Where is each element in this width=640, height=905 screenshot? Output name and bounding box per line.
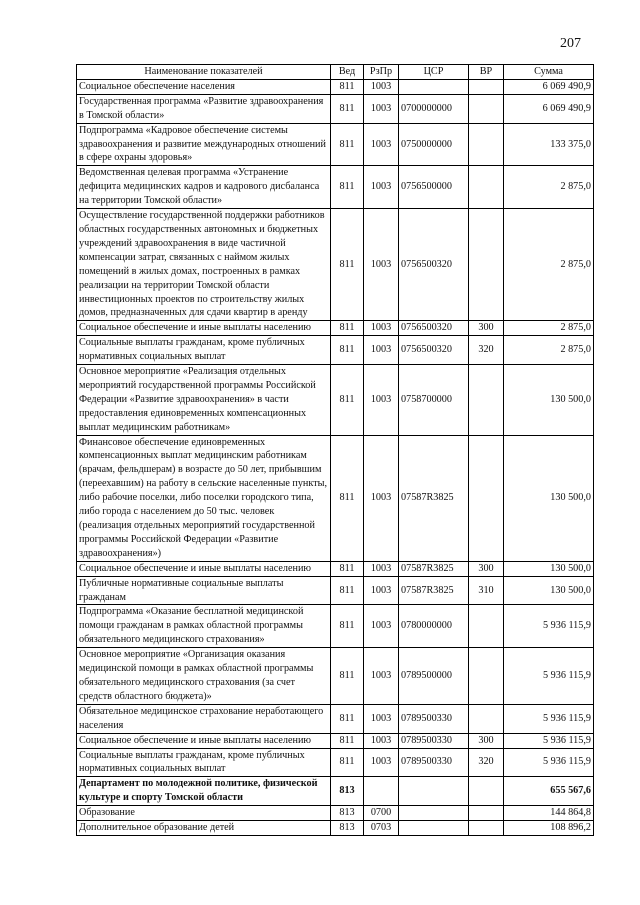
cell-csr: 07587R3825: [399, 561, 469, 576]
table-row: [77, 733, 594, 748]
cell-rzpr: 1003: [364, 704, 399, 733]
cell-ved: 811: [331, 576, 364, 605]
budget-table: [76, 64, 594, 836]
header-ved: Вед: [331, 65, 364, 80]
table-row: [77, 94, 594, 123]
cell-ved: 811: [331, 209, 364, 321]
cell-csr: [399, 79, 469, 94]
header-csr: ЦСР: [399, 65, 469, 80]
table-row: [77, 321, 594, 336]
cell-ved: 813: [331, 777, 364, 806]
cell-csr: 0756500320: [399, 321, 469, 336]
cell-rzpr: 1003: [364, 648, 399, 705]
table-row: [77, 748, 594, 777]
cell-rzpr: 1003: [364, 166, 399, 209]
cell-ved: 811: [331, 648, 364, 705]
cell-vr: [469, 435, 504, 561]
cell-vr: [469, 806, 504, 821]
table-row: [77, 166, 594, 209]
table-row: [77, 435, 594, 561]
cell-name: Основное мероприятие «Организация оказания медицинской помощи в рамках областной программы обязательного медицинского страхования (за счет средств областного бюджета)»: [77, 648, 331, 705]
cell-rzpr: 1003: [364, 605, 399, 648]
table-row: [77, 209, 594, 321]
cell-rzpr: 1003: [364, 336, 399, 365]
header-vr: ВР: [469, 65, 504, 80]
cell-name: Социальное обеспечение и иные выплаты населению: [77, 733, 331, 748]
cell-ved: 813: [331, 806, 364, 821]
table-row: [77, 576, 594, 605]
cell-csr: 0750000000: [399, 123, 469, 166]
cell-csr: 0756500320: [399, 209, 469, 321]
cell-csr: [399, 806, 469, 821]
cell-csr: 0789500330: [399, 704, 469, 733]
cell-ved: 811: [331, 94, 364, 123]
table-row: [77, 123, 594, 166]
cell-csr: 0700000000: [399, 94, 469, 123]
cell-csr: 0756500320: [399, 336, 469, 365]
cell-csr: 07587R3825: [399, 576, 469, 605]
cell-vr: [469, 365, 504, 436]
cell-sum: 108 896,2: [504, 821, 594, 836]
table-row: [77, 648, 594, 705]
cell-ved: 811: [331, 166, 364, 209]
cell-ved: 811: [331, 733, 364, 748]
cell-rzpr: 1003: [364, 123, 399, 166]
cell-vr: [469, 94, 504, 123]
cell-rzpr: 1003: [364, 576, 399, 605]
cell-name: Обязательное медицинское страхование неработающего населения: [77, 704, 331, 733]
cell-vr: 300: [469, 561, 504, 576]
cell-csr: 07587R3825: [399, 435, 469, 561]
cell-csr: 0789500330: [399, 748, 469, 777]
cell-sum: 5 936 115,9: [504, 748, 594, 777]
cell-vr: 320: [469, 336, 504, 365]
cell-rzpr: 1003: [364, 435, 399, 561]
cell-ved: 811: [331, 704, 364, 733]
cell-rzpr: 0703: [364, 821, 399, 836]
cell-name: Социальные выплаты гражданам, кроме публичных нормативных социальных выплат: [77, 336, 331, 365]
cell-rzpr: 1003: [364, 365, 399, 436]
cell-sum: 144 864,8: [504, 806, 594, 821]
table-row: [77, 777, 594, 806]
cell-sum: 130 500,0: [504, 365, 594, 436]
cell-rzpr: 1003: [364, 321, 399, 336]
cell-vr: [469, 704, 504, 733]
cell-sum: 2 875,0: [504, 209, 594, 321]
cell-sum: 5 936 115,9: [504, 605, 594, 648]
cell-name: Социальное обеспечение населения: [77, 79, 331, 94]
cell-name: Финансовое обеспечение единовременных компенсационных выплат медицинским работникам (врачам, фельдшерам) в возрасте до 50 лет, прибывшим (переехавшим) на работу в сельские населенные пункты, либо рабочие поселки, либо поселки городского типа, либо города с населением до 50 тыс. человек (реализация отдельных мероприятий государственной программы Российской Федерации «Развитие здравоохранения»): [77, 435, 331, 561]
cell-sum: 655 567,6: [504, 777, 594, 806]
page-number: 207: [560, 36, 581, 51]
cell-ved: 811: [331, 365, 364, 436]
cell-name: Социальное обеспечение и иные выплаты населению: [77, 321, 331, 336]
cell-rzpr: 1003: [364, 79, 399, 94]
table-row: [77, 605, 594, 648]
header-sum: Сумма: [504, 65, 594, 80]
table-row: [77, 821, 594, 836]
header-name: Наименование показателей: [77, 65, 331, 80]
cell-rzpr: 0700: [364, 806, 399, 821]
cell-ved: 811: [331, 435, 364, 561]
cell-csr: 0789500000: [399, 648, 469, 705]
cell-sum: 130 500,0: [504, 561, 594, 576]
cell-rzpr: 1003: [364, 748, 399, 777]
cell-csr: 0789500330: [399, 733, 469, 748]
cell-vr: [469, 605, 504, 648]
cell-name: Основное мероприятие «Реализация отдельных мероприятий государственной программы Российской Федерации «Развитие здравоохранения» в части предоставления единовременных компенсационных выплат медицинским работникам»: [77, 365, 331, 436]
cell-sum: 130 500,0: [504, 576, 594, 605]
cell-vr: [469, 209, 504, 321]
cell-name: Подпрограмма «Оказание бесплатной медицинской помощи гражданам в рамках областной программы обязательного медицинского страхования»: [77, 605, 331, 648]
table-row: [77, 79, 594, 94]
cell-csr: 0780000000: [399, 605, 469, 648]
cell-vr: [469, 777, 504, 806]
cell-sum: 2 875,0: [504, 336, 594, 365]
cell-ved: 811: [331, 321, 364, 336]
cell-vr: [469, 648, 504, 705]
cell-vr: 320: [469, 748, 504, 777]
cell-sum: 6 069 490,9: [504, 79, 594, 94]
cell-rzpr: 1003: [364, 561, 399, 576]
cell-name: Образование: [77, 806, 331, 821]
cell-rzpr: [364, 777, 399, 806]
table-row: [77, 704, 594, 733]
cell-sum: 133 375,0: [504, 123, 594, 166]
cell-sum: 2 875,0: [504, 321, 594, 336]
cell-ved: 811: [331, 748, 364, 777]
cell-name: Государственная программа «Развитие здравоохранения в Томской области»: [77, 94, 331, 123]
cell-ved: 811: [331, 79, 364, 94]
cell-vr: [469, 123, 504, 166]
table-header-row: [77, 65, 594, 80]
cell-ved: 811: [331, 336, 364, 365]
cell-csr: 0756500000: [399, 166, 469, 209]
table-row: [77, 365, 594, 436]
table-row: [77, 806, 594, 821]
cell-csr: [399, 821, 469, 836]
cell-ved: 813: [331, 821, 364, 836]
cell-vr: 310: [469, 576, 504, 605]
table-row: [77, 336, 594, 365]
cell-vr: 300: [469, 321, 504, 336]
cell-name: Подпрограмма «Кадровое обеспечение системы здравоохранения и развитие международных отношений в сфере охраны здоровья»: [77, 123, 331, 166]
cell-name: Социальные выплаты гражданам, кроме публичных нормативных социальных выплат: [77, 748, 331, 777]
cell-sum: 5 936 115,9: [504, 733, 594, 748]
cell-csr: [399, 777, 469, 806]
table-row: [77, 561, 594, 576]
header-rzpr: РзПр: [364, 65, 399, 80]
cell-ved: 811: [331, 605, 364, 648]
cell-vr: [469, 166, 504, 209]
cell-name: Социальное обеспечение и иные выплаты населению: [77, 561, 331, 576]
cell-rzpr: 1003: [364, 733, 399, 748]
cell-name: Ведомственная целевая программа «Устранение дефицита медицинских кадров и кадрового дисбаланса на территории Томской области»: [77, 166, 331, 209]
cell-sum: 130 500,0: [504, 435, 594, 561]
cell-name: Осуществление государственной поддержки работников областных государственных автономных и бюджетных учреждений здравоохранения в виде частичной компенсации затрат, связанных с наймом жилых помещений в жилых домах, построенных в рамках реализации на территории Томской области инвестиционных проектов по строительству жилых домов, предназначенных для сдачи квартир в аренду: [77, 209, 331, 321]
cell-name: Публичные нормативные социальные выплаты гражданам: [77, 576, 331, 605]
cell-sum: 5 936 115,9: [504, 648, 594, 705]
cell-name: Дополнительное образование детей: [77, 821, 331, 836]
cell-ved: 811: [331, 123, 364, 166]
cell-ved: 811: [331, 561, 364, 576]
table-body: [77, 79, 594, 835]
cell-rzpr: 1003: [364, 209, 399, 321]
cell-name: Департамент по молодежной политике, физической культуре и спорту Томской области: [77, 777, 331, 806]
cell-vr: [469, 79, 504, 94]
cell-vr: [469, 821, 504, 836]
cell-vr: 300: [469, 733, 504, 748]
cell-sum: 6 069 490,9: [504, 94, 594, 123]
cell-rzpr: 1003: [364, 94, 399, 123]
cell-sum: 2 875,0: [504, 166, 594, 209]
cell-csr: 0758700000: [399, 365, 469, 436]
cell-sum: 5 936 115,9: [504, 704, 594, 733]
